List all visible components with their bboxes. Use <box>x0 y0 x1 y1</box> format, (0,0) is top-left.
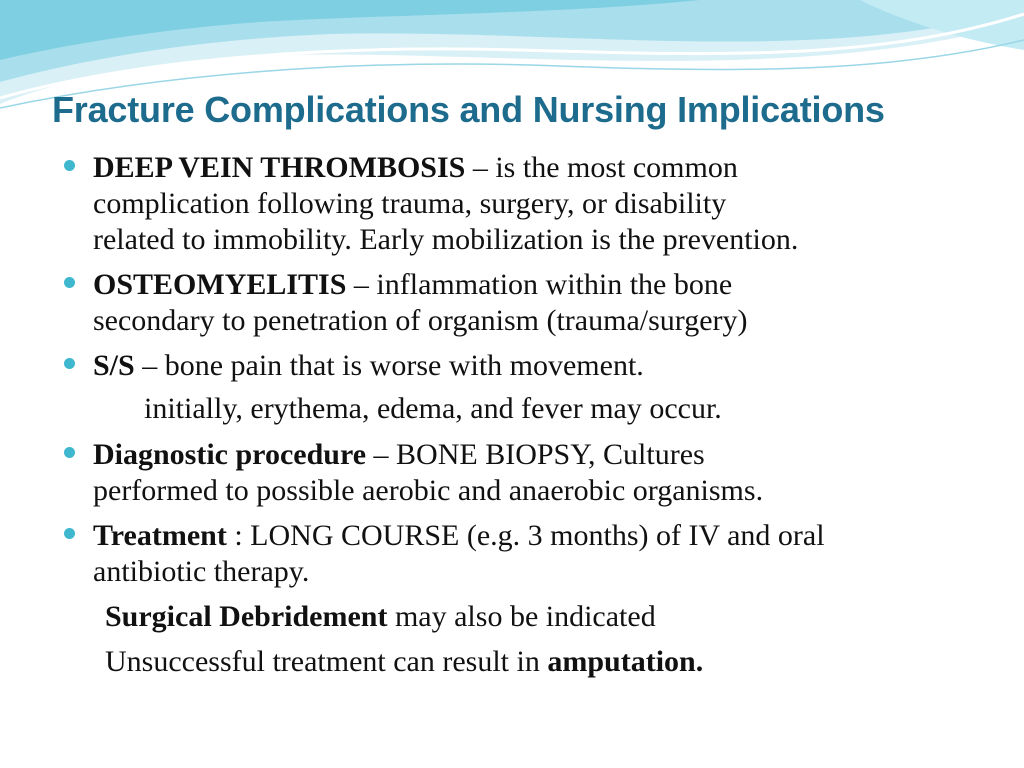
bullet-item-dvt <box>64 150 984 258</box>
item-text: – inflammation within the bone <box>346 268 733 301</box>
item-label: OSTEOMYELITIS <box>93 268 347 301</box>
item-text: : LONG COURSE (e.g. 3 months) of IV and oral <box>226 519 825 552</box>
item-text: secondary to penetration of organism (trauma/surgery) <box>93 304 748 337</box>
bullet-item-treatment <box>64 518 984 590</box>
amputation-line <box>64 644 984 680</box>
amputation-text: Unsuccessful treatment can result in <box>105 645 548 678</box>
slide-body <box>64 150 984 689</box>
bullet-dot-icon <box>64 160 75 171</box>
item-label: S/S <box>93 349 135 382</box>
amputation-label: amputation. <box>547 645 704 678</box>
bullet-dot-icon <box>64 358 75 369</box>
sub-line: initially, erythema, edema, and fever may occur. <box>144 392 722 425</box>
debridement-label: Surgical Debridement <box>105 600 388 633</box>
item-text: related to immobility. Early mobilization is the prevention. <box>93 223 799 256</box>
bullet-dot-icon <box>64 277 75 288</box>
item-text: performed to possible aerobic and anaerobic organisms. <box>93 474 764 507</box>
slide-title: Fracture Complications and Nursing Implications <box>52 89 885 130</box>
bullet-item-osteomyelitis <box>64 267 984 339</box>
item-label: DEEP VEIN THROMBOSIS <box>93 151 466 184</box>
bullet-dot-icon <box>64 447 75 458</box>
debridement-line <box>64 599 984 635</box>
item-text: – is the most common <box>465 151 738 184</box>
item-text: – BONE BIOPSY, Cultures <box>366 438 705 471</box>
bullet-item-signs-symptoms <box>64 348 984 384</box>
debridement-text: may also be indicated <box>387 600 656 633</box>
item-label: Diagnostic procedure <box>93 438 367 471</box>
bullet-dot-icon <box>64 528 75 539</box>
bullet-item-diagnostic <box>64 437 984 509</box>
item-text: – bone pain that is worse with movement. <box>134 349 644 382</box>
item-label: Treatment <box>93 519 227 552</box>
item-text: antibiotic therapy. <box>93 555 310 588</box>
item-text: complication following trauma, surgery, or disability <box>93 187 727 220</box>
